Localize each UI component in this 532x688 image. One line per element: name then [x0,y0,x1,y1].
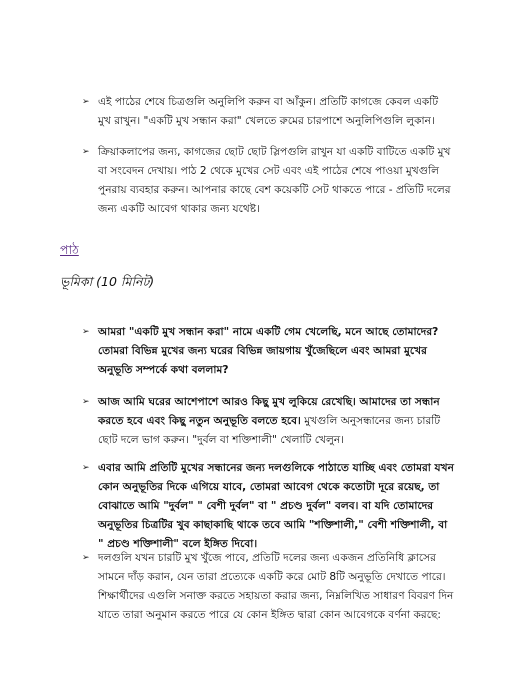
arrowhead-bullet-icon: ➢ [82,397,90,407]
bullet-item-copy-images [82,93,454,131]
arrowhead-bullet-icon: ➢ [82,327,90,337]
arrowhead-bullet-icon: ➢ [82,553,90,563]
arrowhead-bullet-icon: ➢ [82,147,90,157]
bullet-item-paper-slips [82,143,454,219]
bullet-normal-text: দলগুলি যখন চারটি মুখ খুঁজে পাবে, প্রতিটি দলের জন্য একজন প্রতিনিধি ক্লাসের সামনে দাঁড় করান, যেন তারা প্রত্যেকে একটি করে মোট 8টি অনুভূতি দেখাতে পারে। শিক্ষার্থীদের এগুলি সনাক্ত করতে সহায়তা করার জন্য, নিম্নলিখিত সাধারণ বিবরণ দিন যাতে তারা অনুমান করতে পারে যে কোন ইঙ্গিত দ্বারা কোন আবেগকে বর্ণনা করছে: [98,552,454,621]
bullet-normal-text: মুখগুলি অনুসন্ধানের জন্য চারটি ছোট দলে ভাগ করুন। "দুর্বল বা শক্তিশালী" খেলাটি খেলুন। [98,415,441,446]
bullet-text: এই পাঠের শেষে চিত্রগুলি অনুলিপি করুন বা আঁকুন। প্রতিটি কাগজে কেবল একটি মুখ রাখুন। "একটি মুখ সন্ধান করা" খেলতে রুমের চারপাশে অনুলিপিগুলি লুকান। [98,96,439,127]
bullet-bold-text: আজ আমি ঘরের আশেপাশে আরও কিছু মুখ লুকিয়ে রেখেছি। আমাদের তা সন্ধান করতে হবে এবং কিছু নতুন অনুভূতি বলতে হবে। [98,396,440,427]
intro-heading: ভূমিকা (10 মিনিট) [60,274,155,289]
bullet-bold-text: এবার আমি প্রতিটি মুখের সন্ধানের জন্য দলগুলিকে পাঠাতে যাচ্ছি এবং তোমরা যখন কোন অনুভূতির দিকে এগিয়ে যাবে, তোমরা আবেগ থেকে কতোটা দূরে রয়েছ, তা বোঝাতে আমি "দুর্বল" " বেশী দুর্বল" বা " প্রচণ্ড দুর্বল" বলব। বা যদি তোমাদের অনুভূতির চিত্রটির খুব কাছাকাছি থাকে তবে আমি "শক্তিশালী," বেশী শক্তিশালী, বা " প্রচণ্ড শক্তিশালী" বলে ইঙ্গিত দিবো। [98,462,454,550]
bullet-item-group-representatives [82,549,454,625]
bullet-item-weak-strong-hints [82,459,454,554]
bullet-item-hidden-faces [82,393,454,450]
bullet-bold-text: আমরা "একটি মুখ সন্ধান করা" নামে একটি গেম খেলেছি, মনে আছে তোমাদের? তোমরা বিভিন্ন মুখের জন্য ঘরের বিভিন্ন জায়গায় খুঁজেছিলে এবং আমরা মুখের অনুভূতি সম্পর্কে কথা বললাম? [98,326,439,376]
bullet-item-find-a-face-game [82,323,454,380]
bullet-text: ক্রিয়াকলাপের জন্য, কাগজের ছোট ছোট স্লিপগুলি রাখুন যা একটি বাটিতে একটি মুখ বা সংবেদন দেখায়। পাঠ 2 থেকে মুখের সেট এবং এই পাঠের শেষে পাওয়া মুখগুলি পুনরায় ব্যবহার করুন। আপনার কাছে বেশ কয়েকটি সেট থাকতে পারে - প্রতিটি দলের জন্য একটি আবেগ থাকার জন্য যথেষ্ট। [98,146,451,215]
arrowhead-bullet-icon: ➢ [82,97,90,107]
section-heading-lesson: পাঠ [60,242,79,257]
arrowhead-bullet-icon: ➢ [82,463,90,473]
